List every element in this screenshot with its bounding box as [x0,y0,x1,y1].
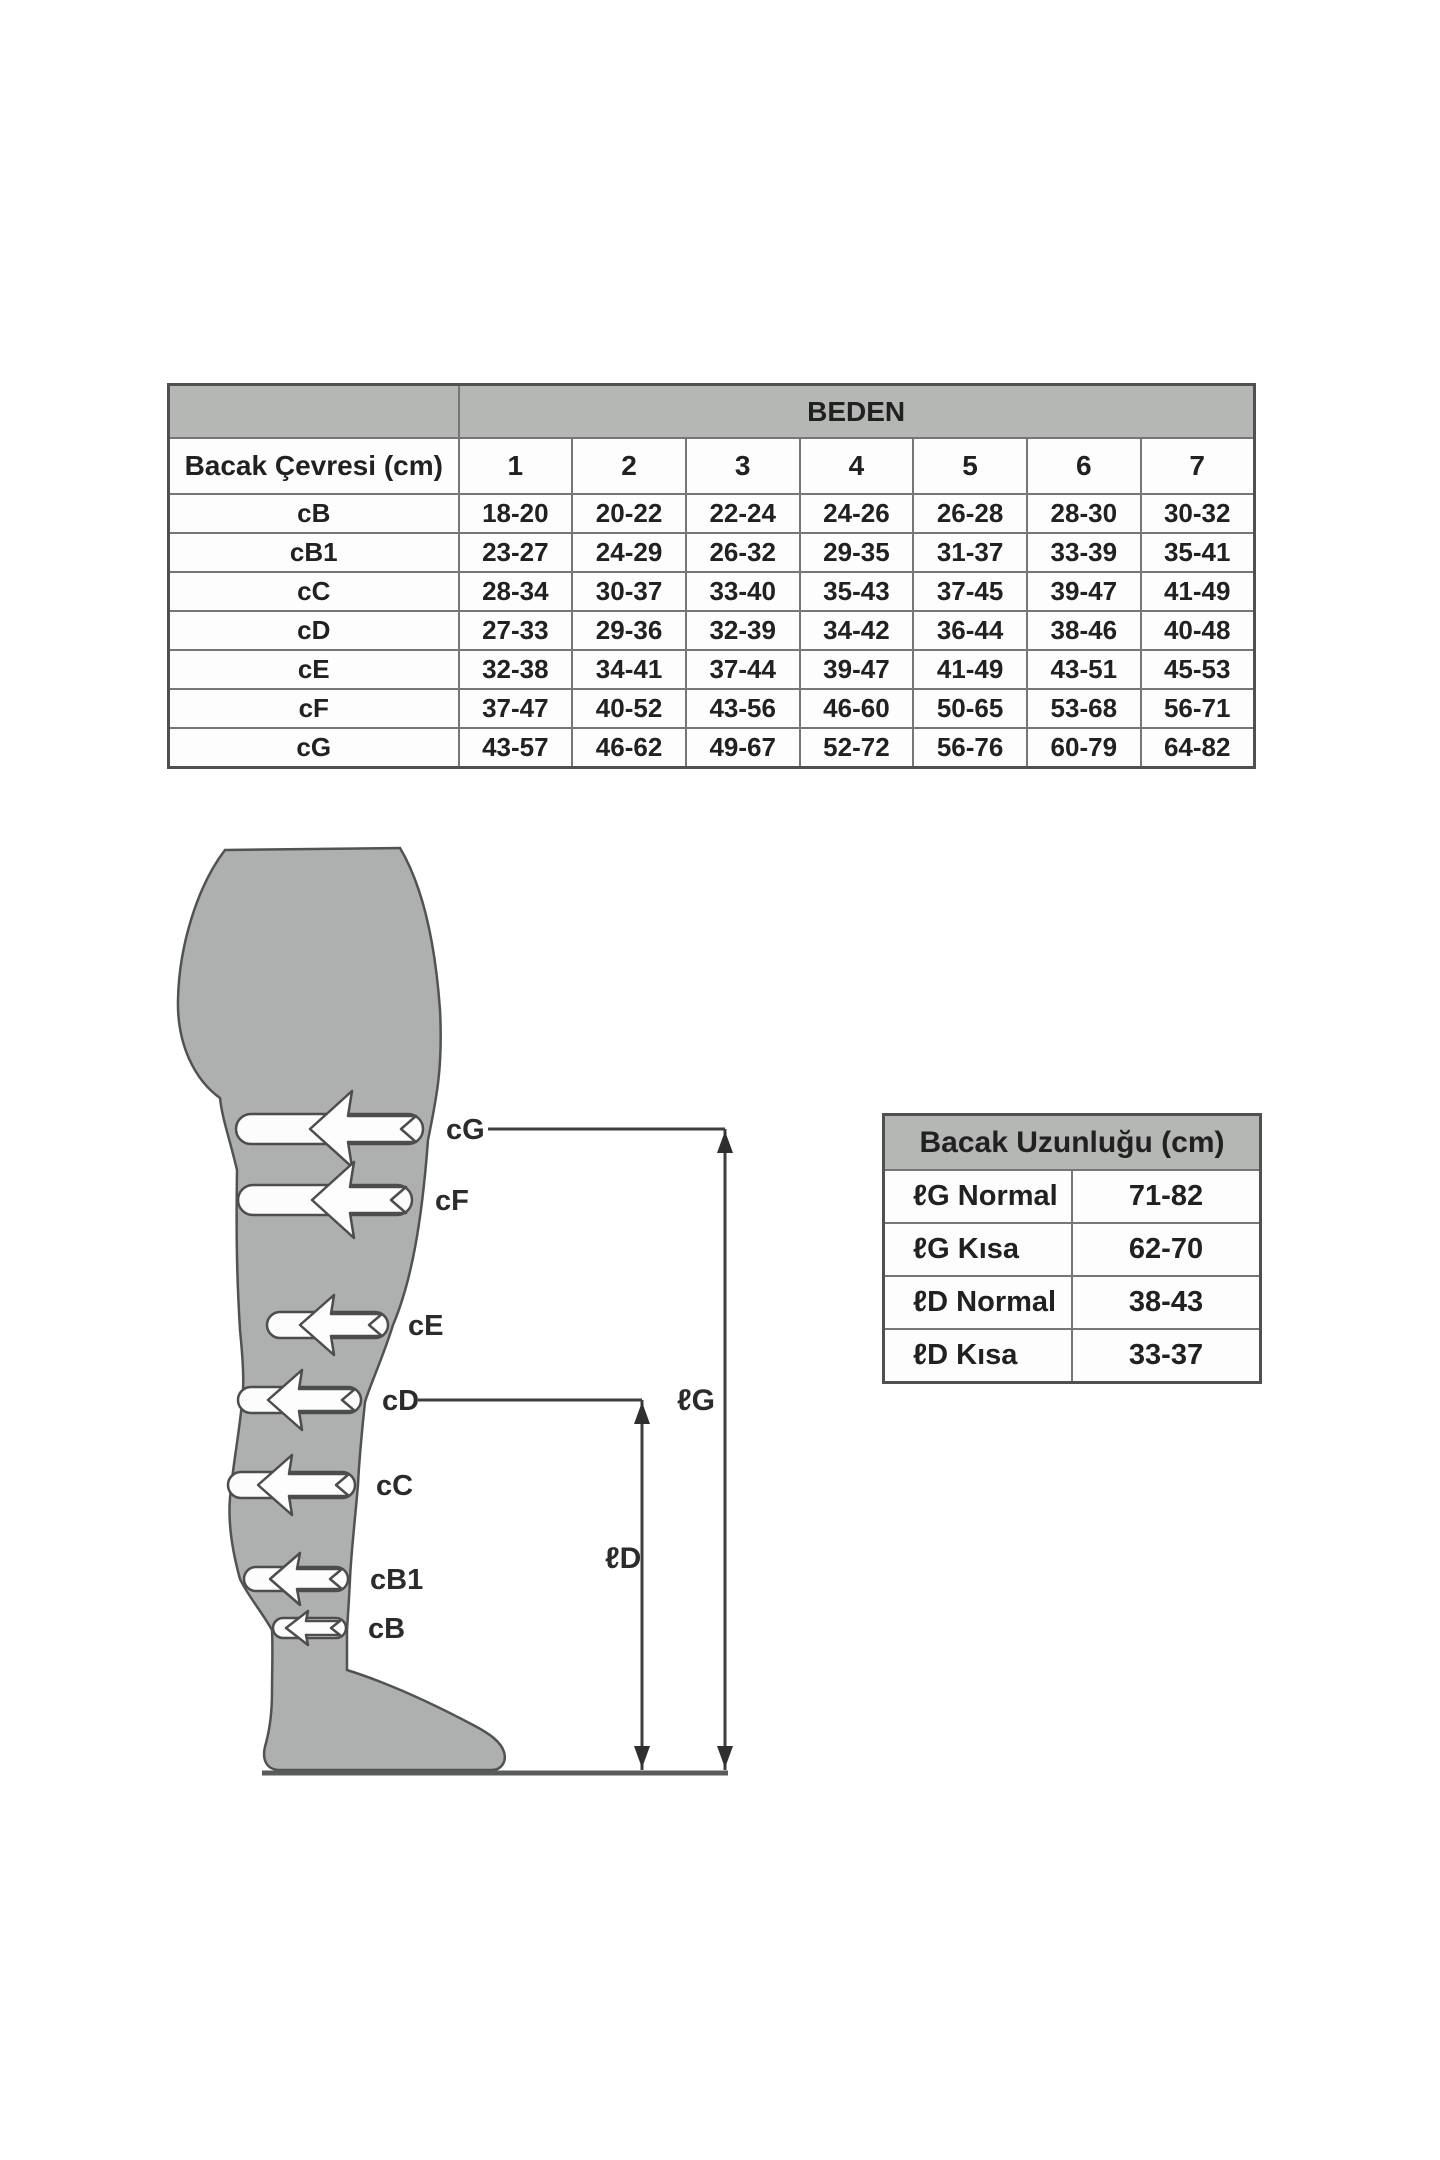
size-cell: 35-43 [800,572,914,611]
table-row [169,533,1255,572]
table-row [884,1223,1261,1276]
size-cell: 24-29 [572,533,686,572]
table-row [884,1170,1261,1223]
size-cell: 39-47 [800,650,914,689]
table-row [169,494,1255,533]
size-cell: 20-22 [572,494,686,533]
lD-measure-arrow [634,1400,650,1770]
table-row [169,572,1255,611]
band-label-cG: cG [446,1114,485,1146]
size-cell: 31-37 [913,533,1027,572]
size-cell: 23-27 [459,533,573,572]
band-label-cB1: cB1 [370,1564,424,1596]
lD-label: ℓD [605,1542,642,1575]
size-columns-row [169,438,1255,494]
length-row-value: 62-70 [1072,1223,1261,1276]
table-row [169,650,1255,689]
table-row [169,728,1255,768]
size-cell: 37-47 [459,689,573,728]
size-cell: 41-49 [913,650,1027,689]
size-cell: 37-45 [913,572,1027,611]
size-cell: 33-40 [686,572,800,611]
row-label: cB1 [169,533,459,572]
size-cell: 30-32 [1141,494,1255,533]
size-cell: 49-67 [686,728,800,768]
band-label-cD: cD [382,1385,420,1417]
band-label-cB: cB [368,1613,406,1645]
corner-cell [169,385,459,439]
size-cell: 26-28 [913,494,1027,533]
size-cell: 28-30 [1027,494,1141,533]
size-cell: 60-79 [1027,728,1141,768]
row-label: cE [169,650,459,689]
down-arrowhead-icon [717,1746,733,1768]
row-label: cC [169,572,459,611]
length-table-header-row [884,1115,1261,1171]
table-row [169,611,1255,650]
down-arrowhead-icon [634,1746,650,1768]
size-cell: 52-72 [800,728,914,768]
size-cell: 39-47 [1027,572,1141,611]
lG-measure-arrow [717,1129,733,1770]
size-cell: 38-46 [1027,611,1141,650]
size-cell: 34-42 [800,611,914,650]
size-column: 7 [1141,438,1255,494]
size-column: 2 [572,438,686,494]
length-row-label: ℓG Normal [884,1170,1073,1223]
length-row-value: 71-82 [1072,1170,1261,1223]
size-cell: 30-37 [572,572,686,611]
size-cell: 18-20 [459,494,573,533]
table-row [169,689,1255,728]
size-cell: 22-24 [686,494,800,533]
length-row-value: 38-43 [1072,1276,1261,1329]
length-row-value: 33-37 [1072,1329,1261,1383]
size-cell: 28-34 [459,572,573,611]
length-row-label: ℓD Normal [884,1276,1073,1329]
lG-label: ℓG [677,1384,715,1417]
size-cell: 53-68 [1027,689,1141,728]
size-cell: 33-39 [1027,533,1141,572]
row-label: cG [169,728,459,768]
length-table [882,1113,1262,1384]
size-cell: 43-57 [459,728,573,768]
size-cell: 64-82 [1141,728,1255,768]
table-row [884,1276,1261,1329]
size-table [167,383,1256,769]
size-cell: 36-44 [913,611,1027,650]
up-arrowhead-icon [717,1131,733,1153]
size-cell: 27-33 [459,611,573,650]
size-cell: 34-41 [572,650,686,689]
size-column: 3 [686,438,800,494]
row-header-cell: Bacak Çevresi (cm) [169,438,459,494]
band-label-cF: cF [435,1185,469,1217]
length-table-header: Bacak Uzunluğu (cm) [884,1115,1261,1171]
size-cell: 43-51 [1027,650,1141,689]
size-column: 4 [800,438,914,494]
size-cell: 41-49 [1141,572,1255,611]
size-cell: 56-76 [913,728,1027,768]
beden-header-cell: BEDEN [459,385,1255,439]
size-column: 5 [913,438,1027,494]
size-cell: 56-71 [1141,689,1255,728]
size-cell: 24-26 [800,494,914,533]
size-column: 1 [459,438,573,494]
size-cell: 45-53 [1141,650,1255,689]
size-column: 6 [1027,438,1141,494]
beden-header-row [169,385,1255,439]
size-cell: 40-48 [1141,611,1255,650]
length-row-label: ℓD Kısa [884,1329,1073,1383]
row-label: cB [169,494,459,533]
size-cell: 46-60 [800,689,914,728]
size-cell: 32-39 [686,611,800,650]
size-cell: 40-52 [572,689,686,728]
size-cell: 35-41 [1141,533,1255,572]
size-cell: 29-35 [800,533,914,572]
row-label: cF [169,689,459,728]
table-row [884,1329,1261,1383]
size-cell: 50-65 [913,689,1027,728]
band-label-cE: cE [408,1310,444,1342]
leg-measurement-diagram [150,840,770,1790]
size-cell: 32-38 [459,650,573,689]
band-label-cC: cC [376,1470,414,1502]
size-cell: 43-56 [686,689,800,728]
size-cell: 37-44 [686,650,800,689]
size-cell: 26-32 [686,533,800,572]
length-row-label: ℓG Kısa [884,1223,1073,1276]
size-cell: 29-36 [572,611,686,650]
row-label: cD [169,611,459,650]
up-arrowhead-icon [634,1402,650,1424]
size-cell: 46-62 [572,728,686,768]
